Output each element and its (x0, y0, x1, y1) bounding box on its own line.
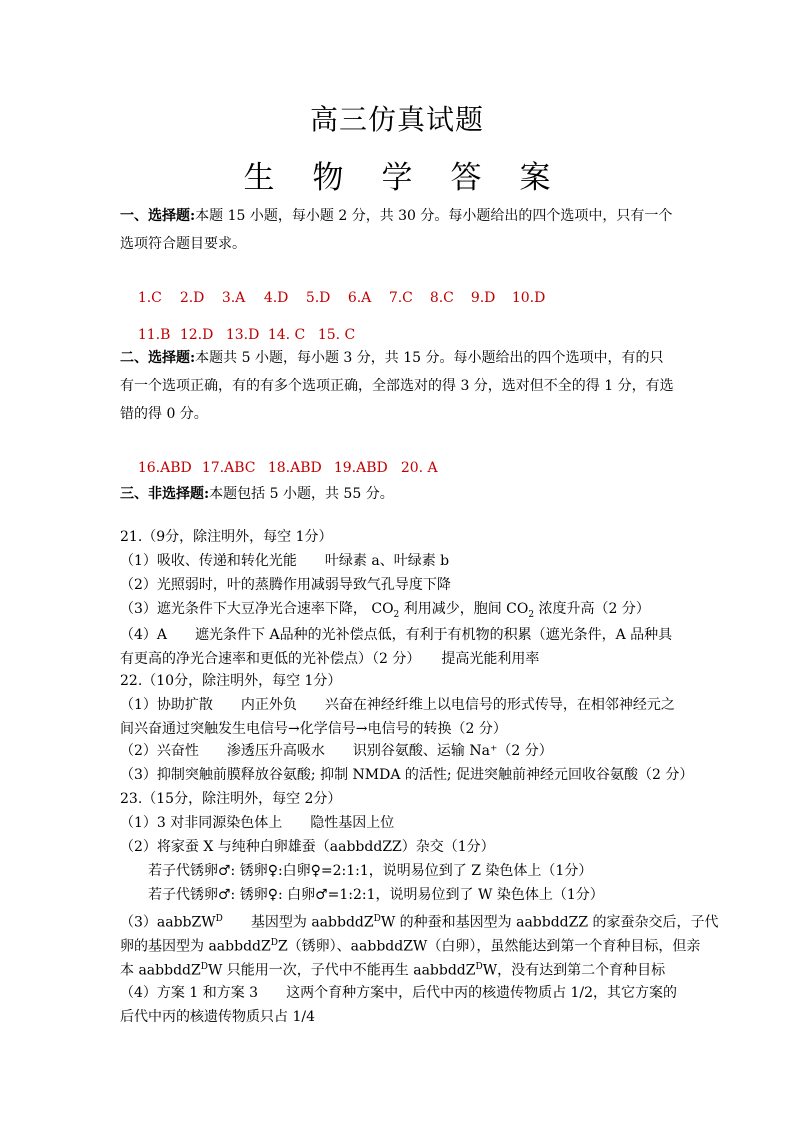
subscript: 2 (393, 609, 400, 620)
answer-item: 19.ABD (333, 460, 388, 476)
text-part: W 的种蚕和基因型为 aabbddZZ 的家蚕杂交后，子代 (380, 914, 719, 931)
answer-item: 11.B (137, 327, 171, 343)
q22-answer-3: （3）抑制突触前膜释放谷氨酸; 抑制 NMDA 的活性; 促进突触前神经元回收谷氨酸（2 分） (120, 767, 694, 783)
superscript: D (215, 914, 223, 924)
text-part: 基因型为 aabbddZ (222, 914, 374, 931)
section2-description (120, 344, 676, 428)
superscript: D (200, 962, 208, 972)
answer-item: 8.C (429, 290, 454, 306)
page-subtitle: 生物学答案 (243, 160, 589, 196)
q23-answer-3-line3 (120, 957, 680, 981)
q21-answer-2: （2）光照弱时，叶的蒸腾作用减弱导致气孔导度下降 (120, 577, 451, 593)
answer-item: 20. A (400, 460, 438, 476)
answer-item: 4.D (263, 290, 289, 306)
q21-answer-3 (120, 599, 680, 625)
section2-heading: 二、选择题: (120, 350, 196, 366)
answer-item: 14. C (267, 327, 306, 343)
q21-answer-3-part: 浓度升高（2 分） (534, 601, 650, 617)
q23-answer-2c: 若子代锈卵♂: 锈卵♀: 白卵♂=1:2:1，说明易位到了 W 染色体上（1分） (148, 887, 604, 903)
answer-item: 2.D (179, 290, 205, 306)
q21-answer-4: （4）A 遮光条件下 A品种的光补偿点低，有利于有机物的积累（遮光条件，A 品种具有更高的净光合速率和更低的光补偿点）（2 分） 提高光能利用率 (120, 627, 673, 667)
section1-heading: 一、选择题: (120, 208, 196, 224)
q23-header: 23.（15分，除注明外，每空 2分） (120, 791, 342, 807)
q21-answer-1: （1）吸收、传递和转化光能 叶绿素 a、叶绿素 b (120, 553, 450, 569)
answer-item: 18.ABD (267, 460, 322, 476)
answer-item: 5.D (305, 290, 331, 306)
answer-item: 6.A (347, 290, 372, 306)
answer-item: 3.A (221, 290, 246, 306)
section3-description (120, 480, 676, 508)
q22-header: 22.（10分，除注明外，每空 1分） (120, 673, 342, 689)
text-part: W 只能用一次，子代中不能再生 aabbddZ (207, 962, 476, 979)
section1-text: 本题 15 小题，每小题 2 分，共 30 分。每小题给出的四个选项中，只有一个选项符合题目要求。 (120, 208, 673, 252)
q23-answer-3-line1 (120, 909, 719, 933)
q23-answer-1: （1）3 对非同源染色体上 隐性基因上位 (120, 815, 395, 831)
answer-item: 9.D (470, 290, 496, 306)
q21-answer-3-part: 利用减少，胞间 CO (399, 601, 529, 617)
answer-item: 13.D (225, 327, 260, 343)
section1-description (120, 202, 676, 258)
answer-item: 7.C (388, 290, 413, 306)
text-part: 卵的基因型为 aabbddZ (120, 938, 271, 955)
superscript: D (475, 962, 483, 972)
q22-answer-2: （2）兴奋性 渗透压升高吸水 识别谷氨酸、运输 Na⁺（2 分） (120, 743, 553, 759)
q23-answer-3-line2 (120, 933, 701, 957)
answer-item: 10.D (511, 290, 546, 306)
answer-item: 17.ABC (201, 460, 256, 476)
q21-answer-3-part: （3）遮光条件下大豆净光合速率下降， CO (120, 601, 394, 617)
superscript: D (270, 938, 278, 948)
text-part: 本 aabbddZ (120, 962, 201, 979)
section3-text: 本题包括 5 小题，共 55 分。 (209, 486, 394, 502)
text-part: Z（锈卵）、aabbddZW（白卵），虽然能达到第一个育种目标，但亲 (277, 938, 701, 955)
answer-item: 1.C (137, 290, 162, 306)
text-part: （3）aabbZW (120, 914, 216, 931)
section2-text: 本题共 5 小题，每小题 3 分，共 15 分。每小题给出的四个选项中，有的只有一个选项正确，有的有多个选项正确，全部选对的得 3 分，选对但不全的得 1 分，有选错的得 0 分。 (120, 350, 674, 422)
page-title: 高三仿真试题 (309, 103, 484, 136)
q23-answer-2: （2）将家蚕 X 与纯种白卵雄蚕（aabbddZZ）杂交（1分） (120, 839, 495, 855)
text-part: W，没有达到第二个育种目标 (482, 962, 666, 979)
answer-item: 16.ABD (137, 460, 192, 476)
q23-answer-4: （4）方案 1 和方案 3 这两个育种方案中，后代中丙的核遗传物质占 1/2，其它方案的后代中丙的核遗传物质只占 1/4 (120, 985, 678, 1025)
section3-heading: 三、非选择题: (120, 486, 210, 502)
q23-answer-2b: 若子代锈卵♂: 锈卵♀:白卵♀=2:1:1，说明易位到了 Z 染色体上（1分） (148, 863, 593, 879)
answer-item: 12.D (179, 327, 214, 343)
q21-header: 21.（9分，除注明外，每空 1分） (120, 529, 333, 545)
q22-answer-1: （1）协助扩散 内正外负 兴奋在神经纤维上以电信号的形式传导，在相邻神经元之间兴奋通过突触发生电信号→化学信号→电信号的转换（2 分） (120, 697, 675, 737)
answer-item: 15. C (317, 327, 356, 343)
subscript: 2 (528, 609, 535, 620)
superscript: D (373, 914, 381, 924)
